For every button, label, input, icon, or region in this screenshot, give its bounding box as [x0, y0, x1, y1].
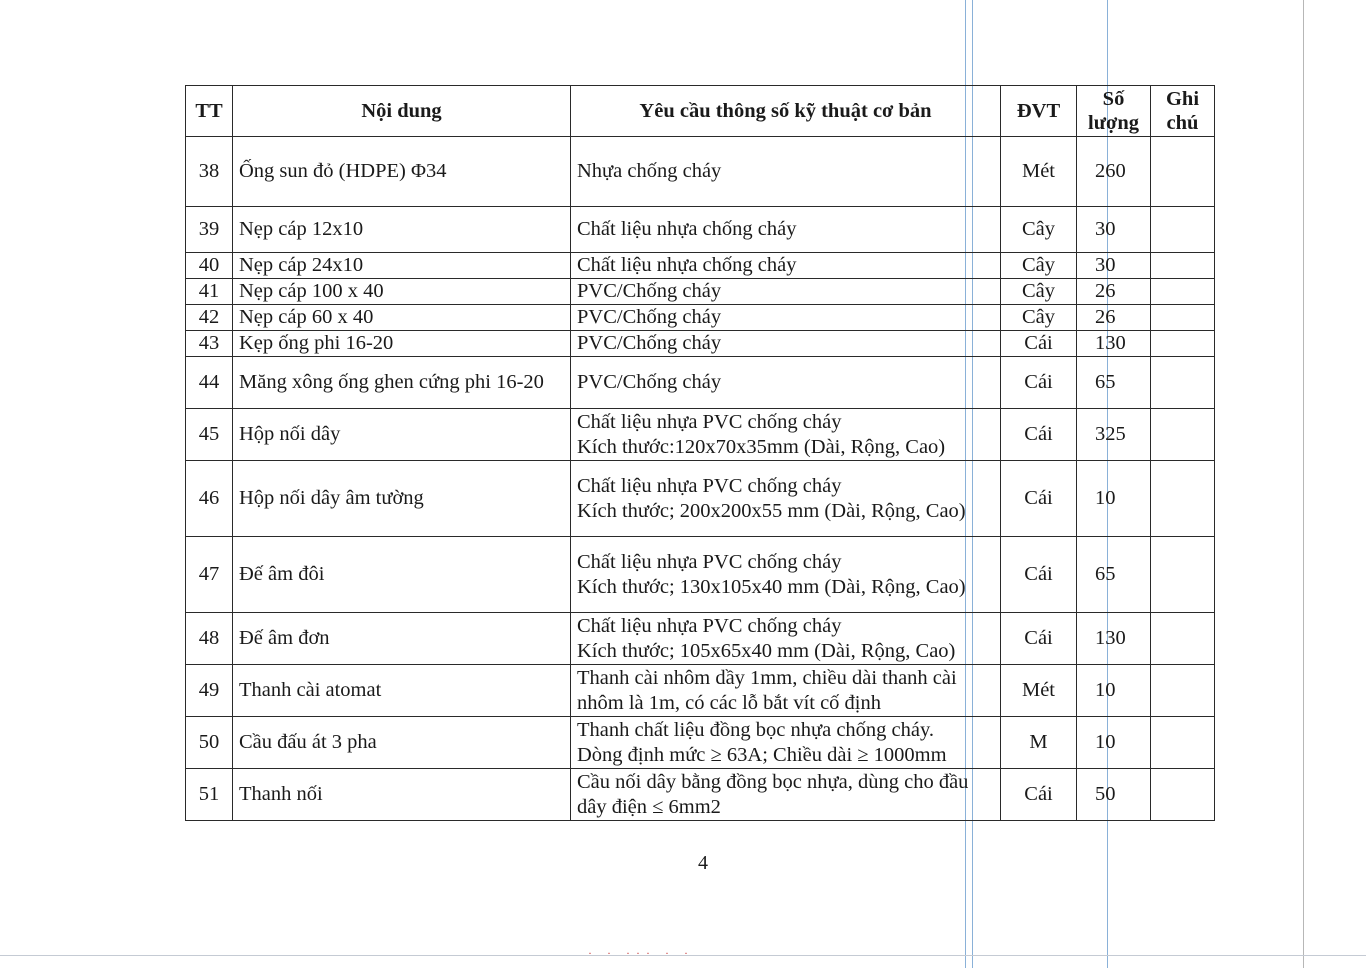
- row-tt: 49: [186, 665, 233, 717]
- row-unit: Cây: [1001, 207, 1077, 253]
- table-row: [186, 717, 1215, 769]
- row-tt: 41: [186, 279, 233, 305]
- row-unit: Cây: [1001, 305, 1077, 331]
- row-tt: 39: [186, 207, 233, 253]
- row-spec-line: Kích thước; 200x200x55 mm (Dài, Rộng, Cao): [577, 499, 966, 522]
- row-tt: 42: [186, 305, 233, 331]
- row-unit: M: [1001, 717, 1077, 769]
- row-note: [1151, 253, 1215, 279]
- row-quantity: 130: [1077, 331, 1151, 357]
- row-tt: 48: [186, 613, 233, 665]
- row-spec: [571, 409, 1001, 461]
- table-row: [186, 613, 1215, 665]
- row-spec-line: PVC/Chống cháy: [577, 371, 722, 393]
- row-spec-line: Chất liệu nhựa chống cháy: [577, 218, 797, 240]
- row-unit: Mét: [1001, 665, 1077, 717]
- row-note: [1151, 357, 1215, 409]
- table-row: [186, 461, 1215, 537]
- row-tt: 50: [186, 717, 233, 769]
- row-note: [1151, 717, 1215, 769]
- header-unit: ĐVT: [1001, 86, 1077, 137]
- header-note-line1: Ghi: [1165, 88, 1200, 110]
- row-content: Đế âm đôi: [233, 537, 571, 613]
- scan-line: [1303, 0, 1304, 968]
- row-spec: [571, 279, 1001, 305]
- header-tt: TT: [186, 86, 233, 137]
- row-note: [1151, 331, 1215, 357]
- row-content: Nẹp cáp 12x10: [233, 207, 571, 253]
- table-row: [186, 279, 1215, 305]
- row-spec-line: Chất liệu nhựa chống cháy: [577, 254, 797, 276]
- row-spec: [571, 461, 1001, 537]
- header-content: Nội dung: [233, 86, 571, 137]
- row-content: Nẹp cáp 100 x 40: [233, 279, 571, 305]
- row-content: Cầu đấu át 3 pha: [233, 717, 571, 769]
- header-quantity: [1077, 86, 1151, 137]
- row-quantity: 65: [1077, 537, 1151, 613]
- table-header-row: [186, 86, 1215, 137]
- row-tt: 51: [186, 769, 233, 821]
- row-spec-line: Kích thước; 130x105x40 mm (Dài, Rộng, Cao): [577, 575, 966, 598]
- row-spec: [571, 717, 1001, 769]
- row-note: [1151, 305, 1215, 331]
- row-spec-line: Chất liệu nhựa PVC chống cháy: [577, 410, 842, 433]
- row-quantity: 325: [1077, 409, 1151, 461]
- row-quantity: 10: [1077, 665, 1151, 717]
- table-row: [186, 305, 1215, 331]
- row-note: [1151, 537, 1215, 613]
- row-content: Nẹp cáp 24x10: [233, 253, 571, 279]
- row-content: Thanh nối: [233, 769, 571, 821]
- row-tt: 38: [186, 137, 233, 207]
- row-unit: Cây: [1001, 253, 1077, 279]
- row-spec-line: PVC/Chống cháy: [577, 332, 722, 354]
- table-row: [186, 207, 1215, 253]
- row-tt: 47: [186, 537, 233, 613]
- row-tt: 40: [186, 253, 233, 279]
- table-row: [186, 137, 1215, 207]
- row-note: [1151, 613, 1215, 665]
- row-spec-line: Kích thước:120x70x35mm (Dài, Rộng, Cao): [577, 435, 946, 458]
- row-content: Đế âm đơn: [233, 613, 571, 665]
- row-quantity: 30: [1077, 207, 1151, 253]
- row-spec: [571, 613, 1001, 665]
- row-spec: [571, 137, 1001, 207]
- row-note: [1151, 665, 1215, 717]
- row-note: [1151, 769, 1215, 821]
- row-note: [1151, 207, 1215, 253]
- row-spec-line: Chất liệu nhựa PVC chống cháy: [577, 474, 842, 497]
- row-quantity: 10: [1077, 461, 1151, 537]
- row-spec: [571, 537, 1001, 613]
- row-spec-line: PVC/Chống cháy: [577, 280, 722, 302]
- table-row: [186, 665, 1215, 717]
- table-row: [186, 331, 1215, 357]
- row-unit: Cái: [1001, 409, 1077, 461]
- table-row: [186, 769, 1215, 821]
- row-spec: [571, 769, 1001, 821]
- header-quantity-line2: lượng: [1088, 112, 1139, 134]
- row-spec: [571, 331, 1001, 357]
- row-content: Kẹp ống phi 16-20: [233, 331, 571, 357]
- row-unit: Mét: [1001, 137, 1077, 207]
- row-note: [1151, 409, 1215, 461]
- row-spec: [571, 305, 1001, 331]
- row-tt: 46: [186, 461, 233, 537]
- table-row: [186, 537, 1215, 613]
- row-tt: 44: [186, 357, 233, 409]
- row-quantity: 130: [1077, 613, 1151, 665]
- row-spec-line: Thanh cài nhôm dầy 1mm, chiều dài thanh cài nhôm là 1m, có các lỗ bắt vít cố định: [577, 666, 957, 714]
- header-spec: Yêu cầu thông số kỹ thuật cơ bản: [571, 86, 1001, 137]
- row-unit: Cái: [1001, 537, 1077, 613]
- table-row: [186, 409, 1215, 461]
- row-unit: Cái: [1001, 357, 1077, 409]
- row-tt: 43: [186, 331, 233, 357]
- row-quantity: 26: [1077, 305, 1151, 331]
- row-quantity: 30: [1077, 253, 1151, 279]
- row-spec-line: Cầu nối dây bằng đồng bọc nhựa, dùng cho đầu dây điện ≤ 6mm2: [577, 770, 969, 818]
- row-content: Măng xông ống ghen cứng phi 16-20: [233, 357, 571, 409]
- row-note: [1151, 461, 1215, 537]
- row-quantity: 65: [1077, 357, 1151, 409]
- table-body: [186, 137, 1215, 821]
- row-unit: Cây: [1001, 279, 1077, 305]
- row-spec-line: PVC/Chống cháy: [577, 306, 722, 328]
- row-unit: Cái: [1001, 461, 1077, 537]
- row-note: [1151, 279, 1215, 305]
- equipment-table: [185, 85, 1215, 821]
- row-unit: Cái: [1001, 331, 1077, 357]
- row-spec-line: Chất liệu nhựa PVC chống cháy: [577, 614, 842, 637]
- row-quantity: 50: [1077, 769, 1151, 821]
- row-unit: Cái: [1001, 613, 1077, 665]
- row-spec: [571, 207, 1001, 253]
- table-row: [186, 253, 1215, 279]
- row-content: Thanh cài atomat: [233, 665, 571, 717]
- row-spec: [571, 357, 1001, 409]
- row-spec: [571, 253, 1001, 279]
- row-quantity: 26: [1077, 279, 1151, 305]
- row-content: Nẹp cáp 60 x 40: [233, 305, 571, 331]
- scan-marks: · · ··· · ·: [588, 946, 694, 960]
- row-spec-line: Nhựa chống cháy: [577, 160, 722, 182]
- row-content: Hộp nối dây: [233, 409, 571, 461]
- row-quantity: 10: [1077, 717, 1151, 769]
- header-quantity-line1: Số: [1102, 88, 1125, 110]
- page-number: 4: [698, 852, 708, 874]
- row-spec-line: Kích thước; 105x65x40 mm (Dài, Rộng, Cao): [577, 639, 956, 662]
- header-note-line2: chú: [1166, 112, 1199, 134]
- table-row: [186, 357, 1215, 409]
- row-unit: Cái: [1001, 769, 1077, 821]
- row-quantity: 260: [1077, 137, 1151, 207]
- header-note: [1151, 86, 1215, 137]
- row-note: [1151, 137, 1215, 207]
- row-spec-line: Thanh chất liệu đồng bọc nhựa chống cháy.: [577, 718, 935, 741]
- row-spec: [571, 665, 1001, 717]
- row-tt: 45: [186, 409, 233, 461]
- row-spec-line: Dòng định mức ≥ 63A; Chiều dài ≥ 1000mm: [577, 743, 947, 766]
- row-content: Hộp nối dây âm tường: [233, 461, 571, 537]
- row-spec-line: Chất liệu nhựa PVC chống cháy: [577, 550, 842, 573]
- row-content: Ống sun đỏ (HDPE) Φ34: [233, 137, 571, 207]
